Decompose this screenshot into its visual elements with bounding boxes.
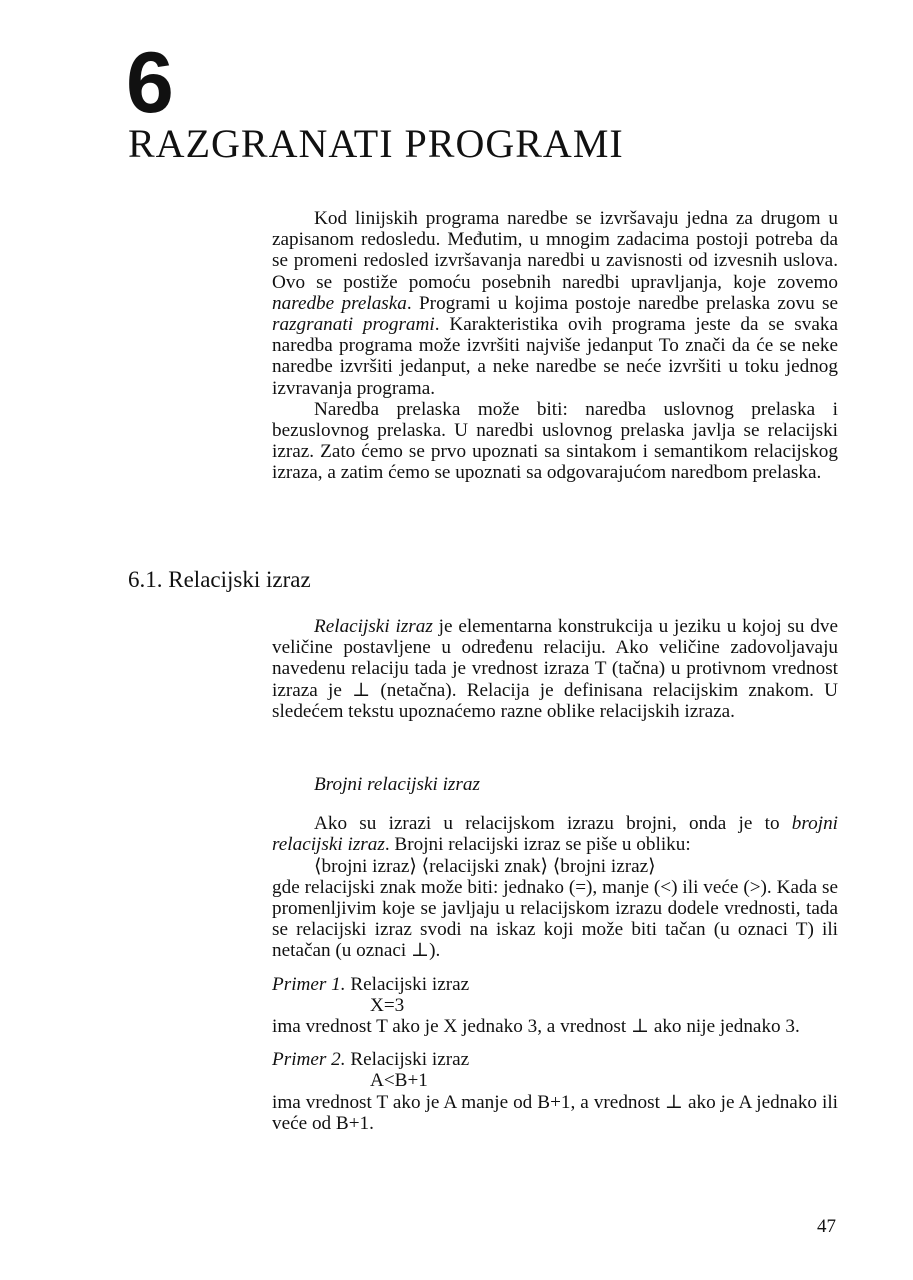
- subsection-paragraph-2: gde relacijski znak može biti: jednako (=), manje (<) ili veće (>). Kada se promenljivim koje se javljaju u relacijskom izrazu dodele vrednosti, tada se relacijski izraz svodi na iskaz koji može biti tačan (u oznaci T) ili netačan (u oznaci ⊥).: [272, 876, 838, 962]
- example-1-formula: X=3: [370, 994, 405, 1016]
- section-text: [272, 616, 838, 722]
- example-2-intro: Primer 2. Relacijski izraz: [272, 1049, 470, 1071]
- section-paragraph-1: Relacijski izraz je elementarna konstrukcija u jeziku u kojoj su dve veličine postavljene u određenu relaciju. Ako veličine zadovoljavaju navedenu relaciju tada je vrednost izraza T (tačna) u protivnom vrednost izraza je ⊥ (netačna). Relacija je definisana relacijskim znakom. U sledećem tekstu upoznaćemo razne oblike relacijskih izraza.: [272, 616, 838, 722]
- syntax-line: ⟨brojni izraz⟩ ⟨relacijski znak⟩ ⟨brojni izraz⟩: [314, 855, 656, 877]
- example-2-formula: A<B+1: [370, 1070, 428, 1092]
- chapter-title: RAZGRANATI PROGRAMI: [128, 121, 624, 166]
- page-number: 47: [817, 1216, 836, 1237]
- section-heading: 6.1. Relacijski izraz: [128, 567, 311, 592]
- subsection-text: [272, 774, 838, 1134]
- subsection-paragraph-1: Ako su izrazi u relacijskom izrazu brojni, onda je to brojni relacijski izraz. Brojni relacijski izraz se piše u obliku:: [272, 813, 838, 856]
- intro-paragraph-2: Naredba prelaska može biti: naredba uslovnog prelaska i bezuslovnog prelaska. U naredbi uslovnog prelaska javlja se relacijski izraz. Zato ćemo se prvo upoznati sa sintakom i semantikom relacijskog izraza, a zatim ćemo se upoznati sa odgovarajućom naredbom prelaska.: [272, 398, 838, 484]
- example-2-text: ima vrednost T ako je A manje od B+1, a vrednost ⊥ ako je A jednako ili veće od B+1.: [272, 1091, 838, 1134]
- subsection-heading: Brojni relacijski izraz: [314, 774, 480, 795]
- chapter-number: 6: [126, 35, 174, 131]
- intro-text: [272, 208, 838, 484]
- example-1-intro: Primer 1. Relacijski izraz: [272, 973, 470, 995]
- example-1-text: ima vrednost T ako je X jednako 3, a vrednost ⊥ ako nije jednako 3.: [272, 1016, 800, 1038]
- intro-paragraph-1: Kod linijskih programa naredbe se izvršavaju jedna za drugom u zapisanom redosledu. Međutim, u mnogim zadacima postoji potreba da se promeni redosled izvršavanja naredbi u zavisnosti od izvesnih uslova. Ovo se postiže pomoću posebnih naredbi upravljanja, koje zovemo naredbe prelaska. Programi u kojima postoje naredbe prelaska zovu se razgranati programi. Karakteristika ovih programa jeste da se svaka naredba programa može izvršiti najviše jedanput To znači da će se neke naredbe izvršiti jedanput, a neke naredbe se neće izvršiti u toku jednog izvravanja programa.: [272, 208, 838, 399]
